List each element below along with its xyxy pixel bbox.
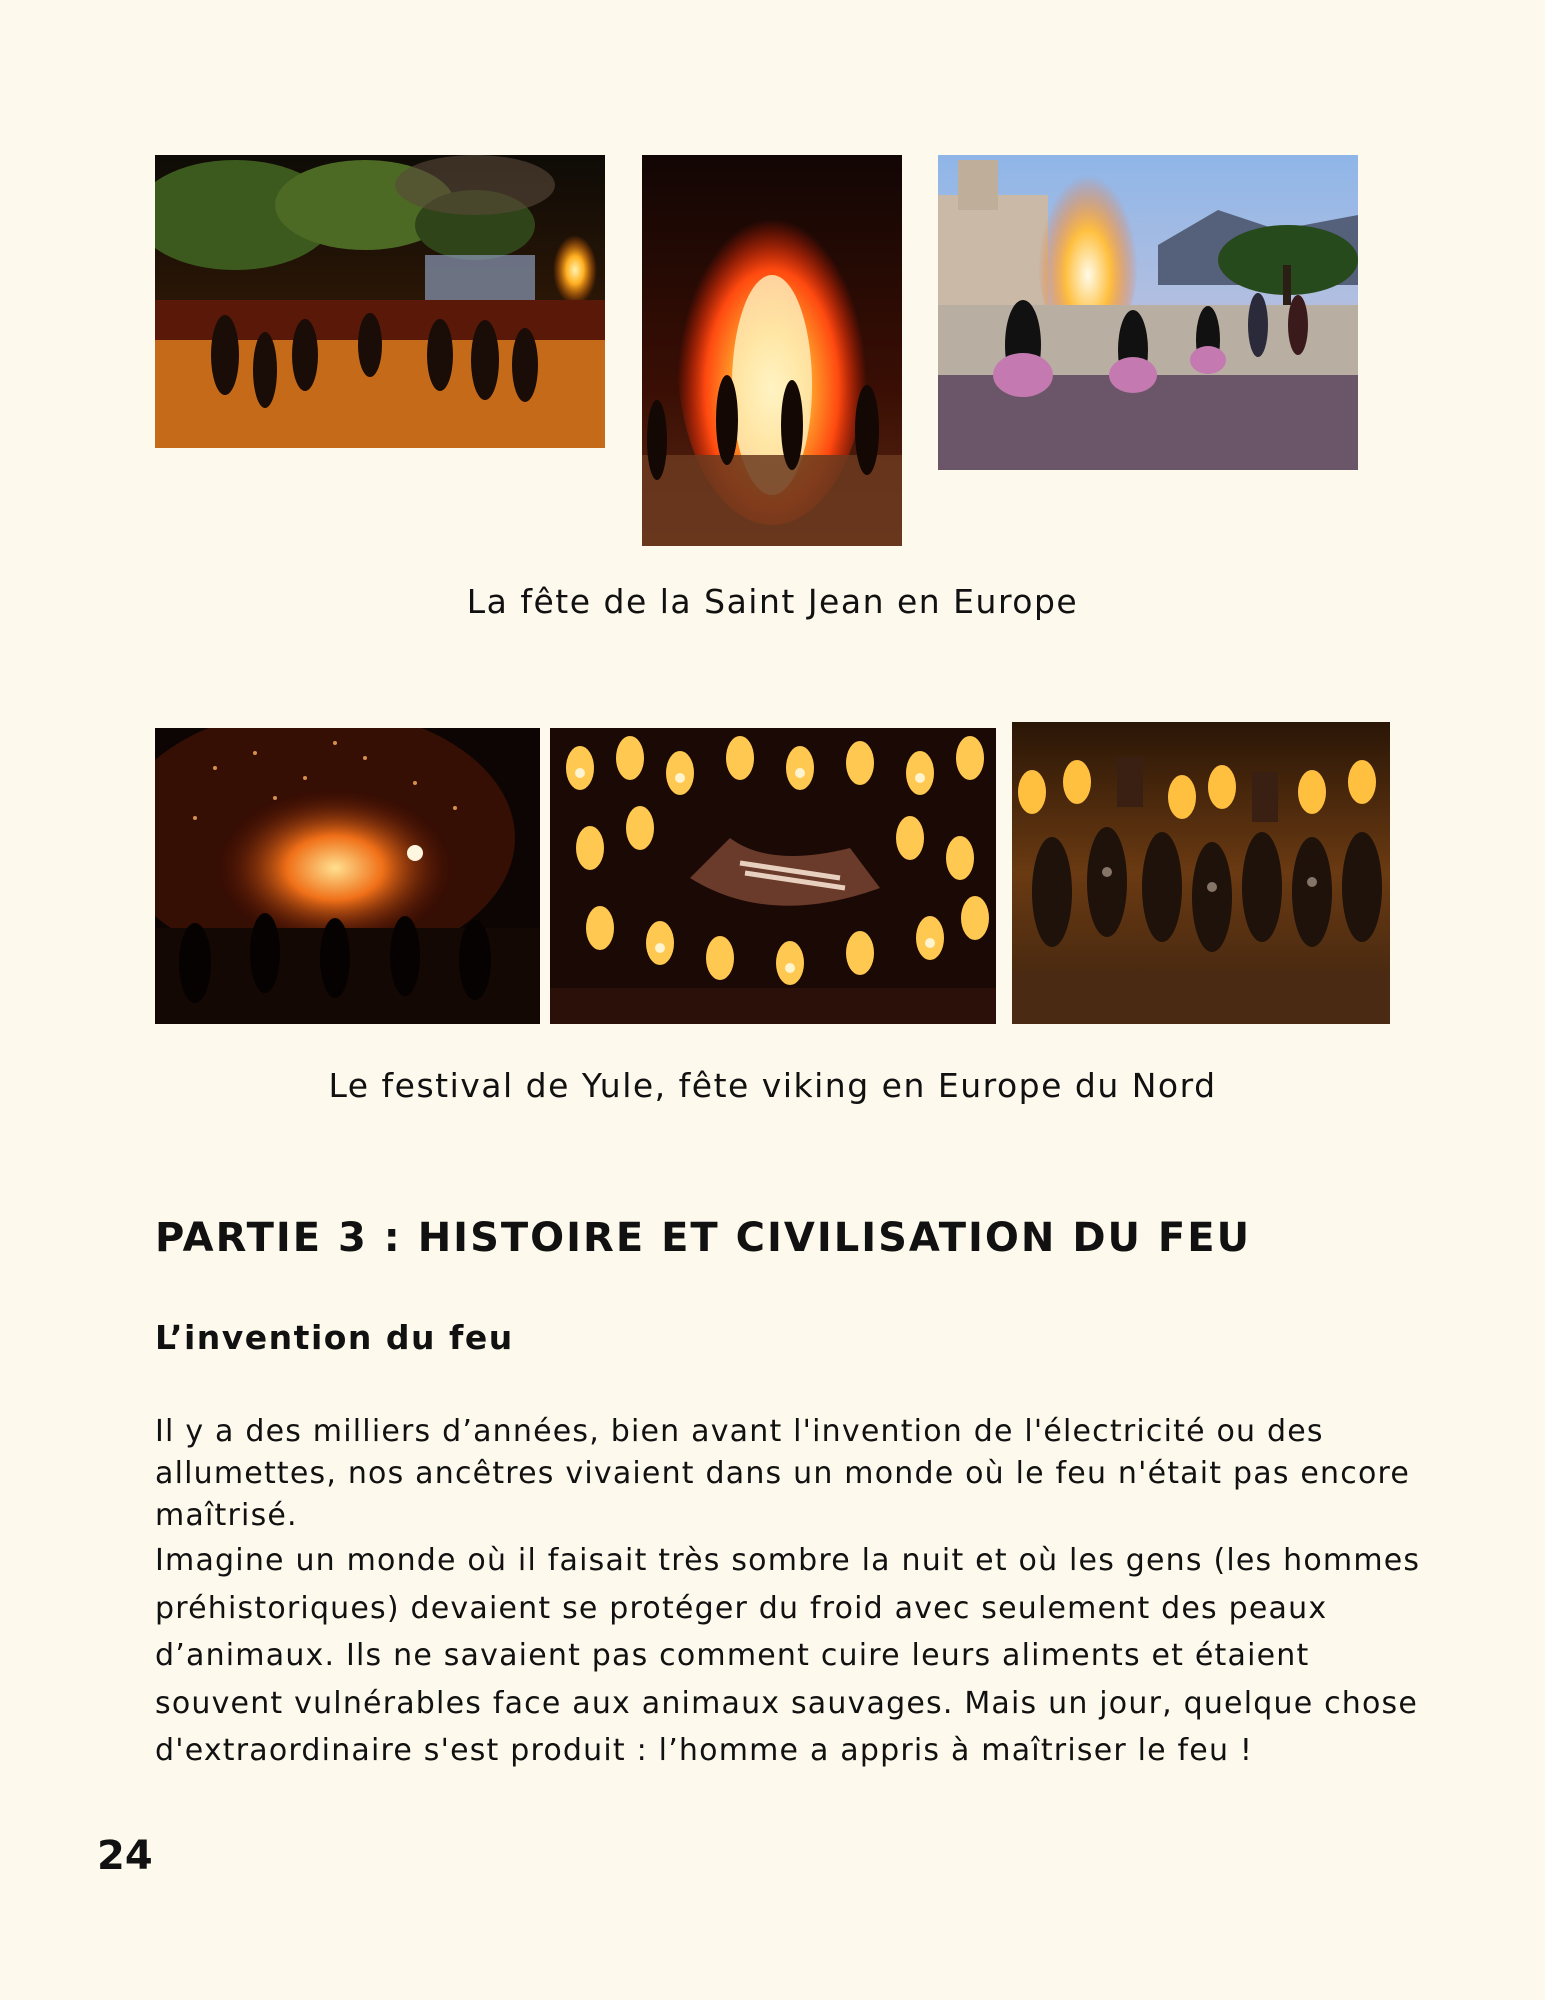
caption-saint-jean: La fête de la Saint Jean en Europe: [466, 582, 1079, 621]
photo-yule-bonfire-sparks: [155, 728, 540, 1024]
part-heading: PARTIE 3 : HISTOIRE ET CIVILISATION DU FEU: [155, 1215, 1252, 1261]
section-subheading: L’invention du feu: [155, 1318, 514, 1357]
photo-saint-jean-street-dance: [155, 155, 605, 448]
photo-saint-jean-bonfire-circle: [642, 155, 902, 546]
photo-yule-torch-ship: [550, 728, 996, 1024]
page-number: 24: [97, 1833, 153, 1879]
paragraph-intro: Il y a des milliers d’années, bien avant l'invention de l'électricité ou des allumettes, nos ancêtres vivaient dans un monde où le feu n'était pas encore maîtrisé.: [155, 1414, 1411, 1533]
paragraph-main: Imagine un monde où il faisait très sombre la nuit et où les gens (les hommes préhistoriques) devaient se protéger du froid avec seulement des peaux d’animaux. Ils ne savaient pas comment cuire leurs aliments et étaient souvent vulnérables face aux animaux sauvages. Mais un jour, quelque chose d'extraordinaire s'est produit : l’homme a appris à maîtriser le feu !: [155, 1543, 1421, 1768]
photo-saint-jean-monaco-dancers: [938, 155, 1358, 470]
caption-yule: Le festival de Yule, fête viking en Europe du Nord: [328, 1066, 1217, 1105]
photo-yule-viking-procession: [1012, 722, 1390, 1024]
